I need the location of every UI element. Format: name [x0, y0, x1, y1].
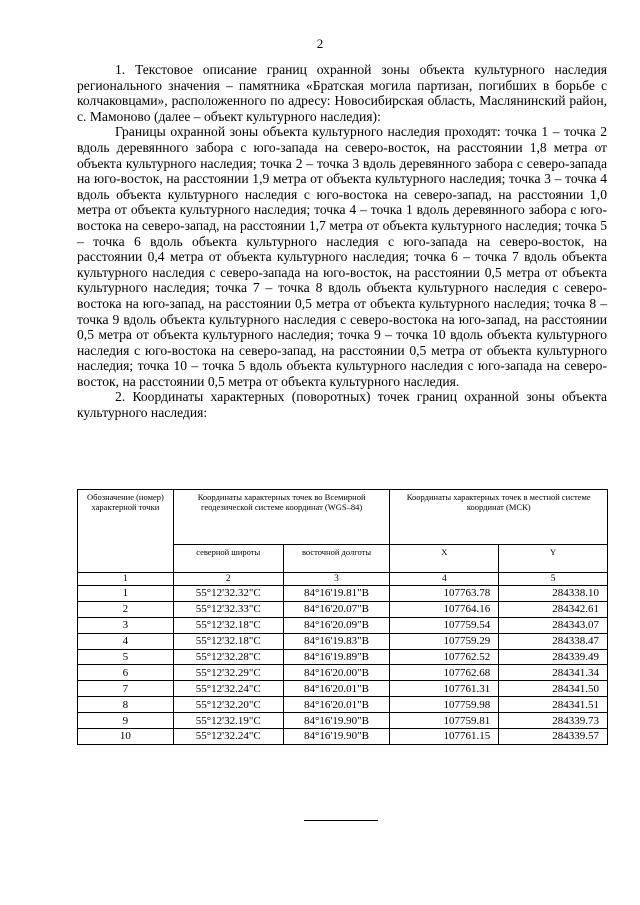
longitude-cell: 84°16'19.90"В — [283, 713, 390, 729]
latitude-cell: 55°12'32.33"С — [173, 601, 283, 617]
coord-x-cell: 107764.16 — [390, 601, 499, 617]
table-row — [78, 729, 608, 745]
longitude-cell: 84°16'20.09"В — [283, 617, 390, 633]
longitude-cell: 84°16'20.01"В — [283, 697, 390, 713]
coord-y-cell: 284338.47 — [499, 633, 608, 649]
table-row — [78, 681, 608, 697]
coord-x-cell: 107763.78 — [390, 586, 499, 602]
latitude-cell: 55°12'32.19"С — [173, 713, 283, 729]
point-number-cell: 5 — [78, 649, 174, 665]
coord-y-cell: 284341.34 — [499, 665, 608, 681]
point-number-cell: 2 — [78, 601, 174, 617]
coord-x-cell: 107762.52 — [390, 649, 499, 665]
point-number-cell: 6 — [78, 665, 174, 681]
coord-x-cell: 107761.31 — [390, 681, 499, 697]
coordinates-table — [77, 489, 608, 745]
column-index: 2 — [173, 573, 283, 586]
longitude-cell: 84°16'19.89"В — [283, 649, 390, 665]
longitude-cell: 84°16'19.81"В — [283, 586, 390, 602]
coord-y-cell: 284339.49 — [499, 649, 608, 665]
subheader-x: X — [390, 545, 499, 573]
point-number-cell: 4 — [78, 633, 174, 649]
point-number-cell: 9 — [78, 713, 174, 729]
coord-y-cell: 284343.07 — [499, 617, 608, 633]
coord-y-cell: 284341.50 — [499, 681, 608, 697]
latitude-cell: 55°12'32.28"С — [173, 649, 283, 665]
coord-y-cell: 284342.61 — [499, 601, 608, 617]
coord-y-cell: 284338.10 — [499, 586, 608, 602]
point-number-cell: 1 — [78, 586, 174, 602]
page-number: 2 — [316, 36, 324, 51]
table-row — [78, 617, 608, 633]
point-number-cell: 8 — [78, 697, 174, 713]
subheader-lon: восточной долготы — [283, 545, 390, 573]
latitude-cell: 55°12'32.24"С — [173, 729, 283, 745]
coord-y-cell: 284339.57 — [499, 729, 608, 745]
point-number-cell: 3 — [78, 617, 174, 633]
table-row — [78, 713, 608, 729]
column-index-row — [78, 573, 608, 586]
paragraph-coordinates-intro: 2. Координаты характерных (поворотных) точек границ охранной зоны объекта культурного наследия: — [77, 389, 607, 421]
coord-x-cell: 107759.81 — [390, 713, 499, 729]
latitude-cell: 55°12'32.32"С — [173, 586, 283, 602]
header-msk: Координаты характерных точек в местной системе координат (МСК) — [390, 490, 608, 545]
table-header-row — [78, 490, 608, 545]
latitude-cell: 55°12'32.20"С — [173, 697, 283, 713]
latitude-cell: 55°12'32.29"С — [173, 665, 283, 681]
column-index: 5 — [499, 573, 608, 586]
document-body — [77, 62, 607, 421]
header-point: Обозначение (номер) характерной точки — [78, 490, 174, 573]
subheader-y: Y — [499, 545, 608, 573]
column-index: 1 — [78, 573, 174, 586]
coord-x-cell: 107759.29 — [390, 633, 499, 649]
coord-x-cell: 107762.68 — [390, 665, 499, 681]
longitude-cell: 84°16'20.01"В — [283, 681, 390, 697]
column-index: 3 — [283, 573, 390, 586]
coord-y-cell: 284341.51 — [499, 697, 608, 713]
longitude-cell: 84°16'19.83"В — [283, 633, 390, 649]
coord-x-cell: 107761.15 — [390, 729, 499, 745]
coord-x-cell: 107759.54 — [390, 617, 499, 633]
latitude-cell: 55°12'32.18"С — [173, 617, 283, 633]
table-row — [78, 665, 608, 681]
separator-line — [304, 820, 378, 821]
point-number-cell: 10 — [78, 729, 174, 745]
paragraph-zone-description-intro: 1. Текстовое описание границ охранной зоны объекта культурного наследия регионального значения – памятника «Братская могила партизан, погибших в борьбе с колчаковцами», расположенного по адресу: Новосибирская область, Маслянинский район, с. Мамоново (далее – объект культурного наследия): — [77, 62, 607, 124]
coord-y-cell: 284339.73 — [499, 713, 608, 729]
longitude-cell: 84°16'20.07"В — [283, 601, 390, 617]
table-row — [78, 649, 608, 665]
longitude-cell: 84°16'19.90"В — [283, 729, 390, 745]
subheader-lat: северной широты — [173, 545, 283, 573]
longitude-cell: 84°16'20.00"В — [283, 665, 390, 681]
latitude-cell: 55°12'32.18"С — [173, 633, 283, 649]
table-row — [78, 601, 608, 617]
table-row — [78, 697, 608, 713]
paragraph-zone-boundaries: Границы охранной зоны объекта культурного наследия проходят: точка 1 – точка 2 вдоль деревянного забора с юго-запада на северо-восток, на расстоянии 1,8 метра от объекта культурного наследия; точка 2 – точка 3 вдоль деревянного забора с северо-запада на юго-восток, на расстоянии 1,9 метра от объекта культурного наследия; точка 3 – точка 4 вдоль объекта культурного наследия с юго-востока на северо-запад, на расстоянии 1,0 метра от объекта культурного наследия; точка 4 – точка 1 вдоль деревянного забора с юго-востока на северо-запад, на расстоянии 1,7 метра от объекта культурного наследия; точка 5 – точка 6 вдоль объекта культурного наследия с юго-запада на северо-восток, на расстоянии 0,4 метра от объекта культурного наследия; точка 6 – точка 7 вдоль объекта культурного наследия с северо-запада на юго-восток, на расстоянии 0,5 метра от объекта культурного наследия; точка 7 – точка 8 вдоль объекта культурного наследия с северо-востока на юго-запад, на расстоянии 0,5 метра от объекта культурного наследия; точка 8 – точка 9 вдоль объекта культурного наследия с северо-востока на юго-запад, на расстоянии 0,5 метра от объекта культурного наследия; точка 9 – точка 10 вдоль объекта культурного наследия с юго-востока на северо-запад, на расстоянии 0,5 метра от объекта культурного наследия; точка 10 – точка 5 вдоль объекта культурного наследия с юго-запада на северо-восток, на расстоянии 0,5 метра от объекта культурного наследия. — [77, 124, 607, 389]
point-number-cell: 7 — [78, 681, 174, 697]
header-wgs: Координаты характерных точек во Всемирной геодезической системе координат (WGS–84) — [173, 490, 390, 545]
table-row — [78, 633, 608, 649]
latitude-cell: 55°12'32.24"С — [173, 681, 283, 697]
coord-x-cell: 107759.98 — [390, 697, 499, 713]
table-row — [78, 586, 608, 602]
column-index: 4 — [390, 573, 499, 586]
